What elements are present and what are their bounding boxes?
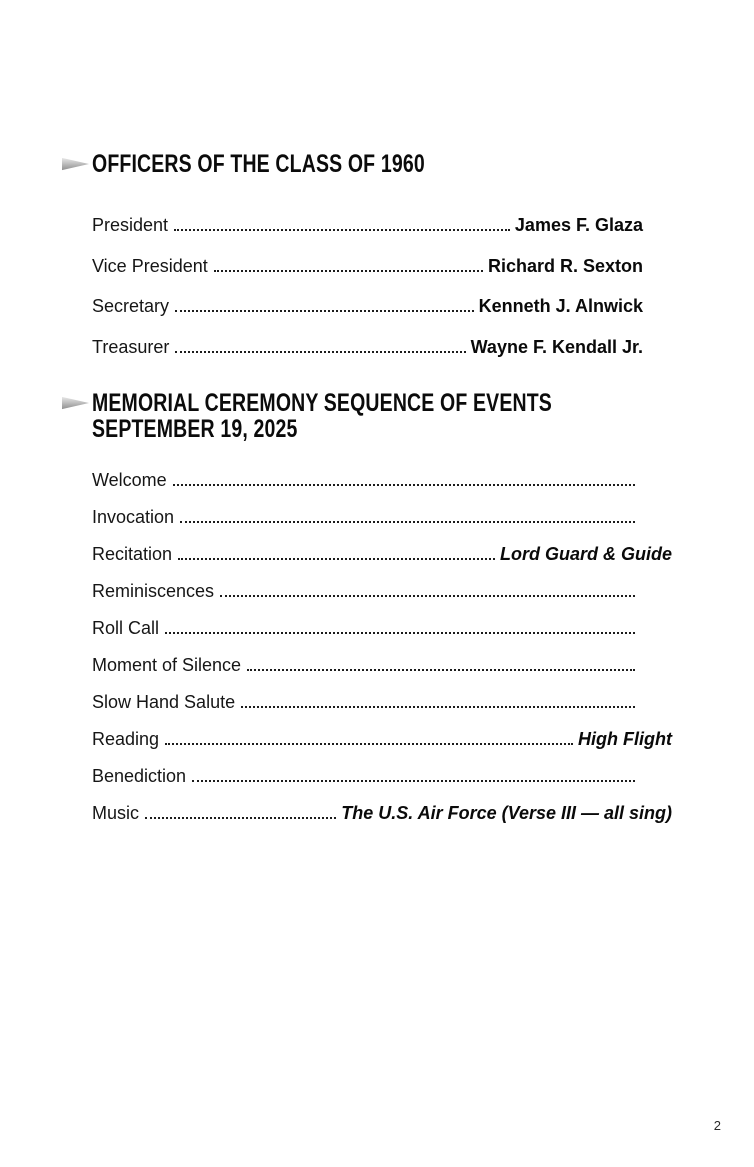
pointer-arrow-icon [62,158,89,171]
event-value: High Flight [578,728,672,749]
event-row-slow-hand-salute [92,692,672,712]
officers-list [92,215,643,357]
dot-leader [173,484,635,486]
event-value: The U.S. Air Force (Verse III — all sing) [341,802,672,823]
event-label: Benediction [92,765,187,786]
ceremony-section-title [92,390,552,442]
event-value: Lord Guard & Guide [499,543,672,564]
event-row-reading [92,729,672,749]
dot-leader [247,669,635,671]
event-row-benediction [92,766,672,786]
officer-row-president [92,215,643,235]
event-label: Reading [92,728,160,749]
officer-name: Richard R. Sexton [487,255,643,276]
dot-leader [220,595,635,597]
event-label: Invocation [92,506,175,527]
officer-name: Kenneth J. Alnwick [478,296,643,316]
pointer-arrow-icon [62,397,89,410]
event-row-moment-of-silence [92,655,672,675]
event-row-welcome [92,470,672,490]
officer-name: Wayne F. Kendall Jr. [470,336,643,357]
page-number: 2 [713,1118,721,1133]
officer-role-label: Treasurer [92,336,170,357]
dot-leader [214,270,483,272]
event-label: Slow Hand Salute [92,691,236,712]
event-label: Recitation [92,543,173,564]
event-label: Music [92,802,140,823]
event-row-invocation [92,507,672,527]
event-label: Roll Call [92,617,160,638]
ceremony-events-list [92,470,672,823]
officer-row-secretary [92,296,643,316]
event-row-roll-call [92,618,672,638]
officer-row-treasurer [92,337,643,357]
dot-leader [241,706,635,708]
dot-leader [175,310,474,312]
event-label: Reminiscences [92,580,215,601]
ceremony-title-line2: SEPTEMBER 19, 2025 [92,414,298,443]
event-label: Welcome [92,469,167,490]
dot-leader [145,817,336,819]
officers-section-heading [62,151,754,177]
officer-row-vice-president [92,256,643,276]
officer-role-label: President [92,215,169,235]
officers-section-title: OFFICERS OF THE CLASS OF 1960 [92,150,425,178]
dot-leader [174,229,510,231]
dot-leader [175,351,465,353]
officer-role-label: Secretary [92,296,170,316]
event-row-music [92,803,672,823]
dot-leader [180,521,635,523]
dot-leader [178,558,495,560]
event-label: Moment of Silence [92,654,242,675]
dot-leader [165,743,573,745]
dot-leader [192,780,635,782]
event-row-reminiscences [92,581,672,601]
ceremony-title-line1: MEMORIAL CEREMONY SEQUENCE OF EVENTS [92,388,552,417]
event-row-recitation [92,544,672,564]
dot-leader [165,632,635,634]
ceremony-section-heading [62,390,754,442]
officer-name: James F. Glaza [514,215,643,235]
officer-role-label: Vice President [92,255,208,276]
